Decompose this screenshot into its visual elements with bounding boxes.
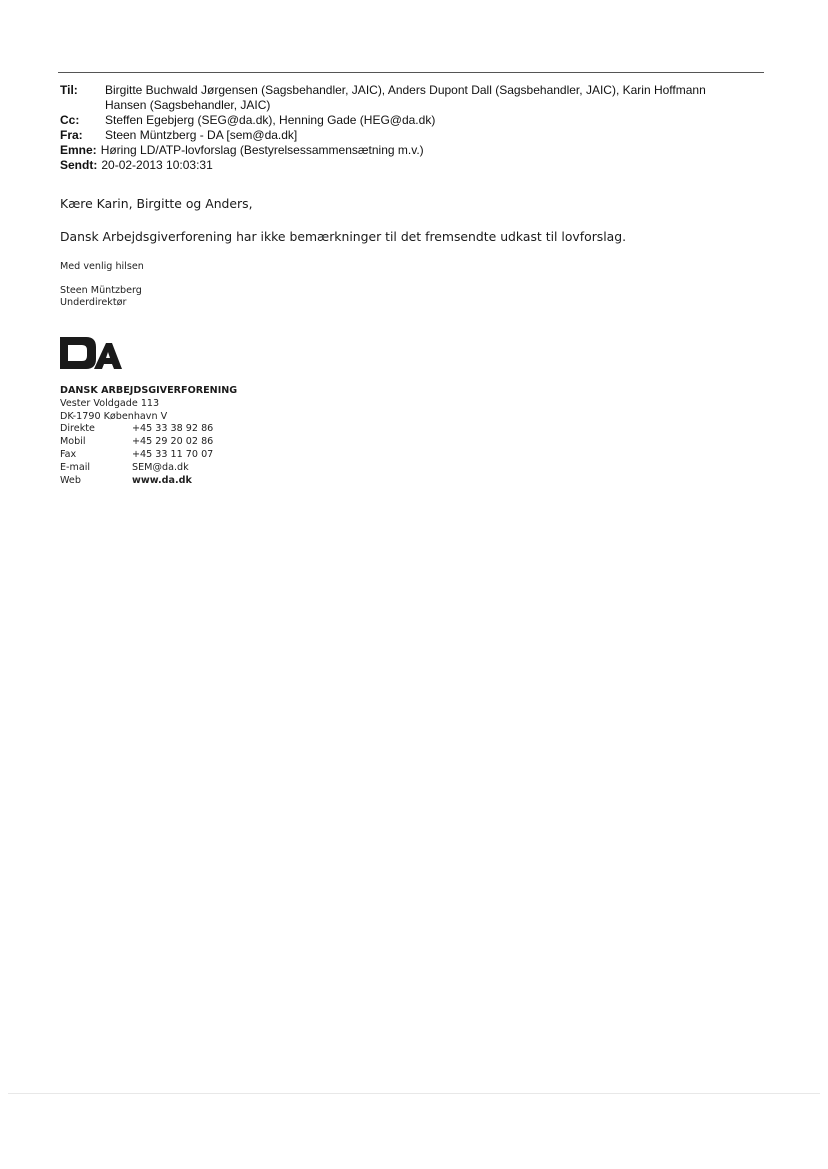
to-row — [60, 83, 760, 113]
contact-row-mobile — [60, 436, 237, 449]
contact-label: Fax — [60, 448, 77, 460]
greeting: Kære Karin, Birgitte og Anders, — [60, 196, 253, 211]
contact-label: Direkte — [60, 423, 95, 435]
sent-value: 20-02-2013 10:03:31 — [101, 158, 213, 172]
cc-row — [60, 113, 760, 128]
from-value: Steen Müntzberg - DA [sem@da.dk] — [105, 128, 298, 142]
organization-block — [60, 385, 237, 487]
sent-label: Sendt: — [60, 158, 98, 172]
cc-label: Cc: — [60, 113, 80, 127]
message-body: Dansk Arbejdsgiverforening har ikke bemærkninger til det fremsendte udkast til lovforslag. — [60, 229, 627, 244]
da-logo-a — [94, 343, 122, 369]
organization-name: DANSK ARBEJDSGIVERFORENING — [60, 385, 238, 396]
contact-value: +45 33 38 92 86 — [132, 423, 214, 435]
contact-row-email — [60, 462, 237, 475]
organization-city: DK-1790 København V — [60, 410, 168, 422]
to-value-line2: Hansen (Sagsbehandler, JAIC) — [105, 98, 271, 112]
contact-label: E-mail — [60, 461, 91, 473]
contact-value: +45 33 11 70 07 — [132, 448, 214, 460]
contact-row-web — [60, 475, 237, 488]
da-logo — [60, 335, 122, 371]
cc-value: Steffen Egebjerg (SEG@da.dk), Henning Gade (HEG@da.dk) — [105, 113, 436, 127]
subject-label: Emne: — [60, 143, 97, 157]
to-label: Til: — [60, 83, 78, 97]
subject-row — [60, 143, 760, 158]
to-value — [105, 83, 745, 113]
sent-row — [60, 158, 760, 173]
email-header — [60, 83, 760, 173]
contact-value: +45 29 20 02 86 — [132, 436, 214, 448]
from-label: Fra: — [60, 128, 83, 142]
signature-name: Steen Müntzberg — [60, 285, 142, 296]
subject-value: Høring LD/ATP-lovforslag (Bestyrelsessammensætning m.v.) — [100, 143, 424, 157]
contact-row-fax — [60, 449, 237, 462]
organization-street: Vester Voldgade 113 — [60, 397, 160, 409]
da-logo-d — [60, 337, 96, 369]
signature — [60, 285, 142, 309]
header-divider — [58, 72, 764, 73]
email-link[interactable]: SEM@da.dk — [132, 461, 189, 473]
contact-label: Mobil — [60, 436, 86, 448]
from-row — [60, 128, 760, 143]
closing-phrase: Med venlig hilsen — [60, 261, 144, 272]
web-link[interactable]: www.da.dk — [132, 474, 192, 486]
page-footer-line — [8, 1093, 820, 1094]
to-value-line1: Birgitte Buchwald Jørgensen (Sagsbehandler, JAIC), Anders Dupont Dall (Sagsbehandler, JAIC), Karin Hoffmann — [105, 83, 706, 97]
signature-title: Underdirektør — [60, 297, 127, 308]
contact-label: Web — [60, 474, 81, 486]
contact-row-direct — [60, 423, 237, 436]
